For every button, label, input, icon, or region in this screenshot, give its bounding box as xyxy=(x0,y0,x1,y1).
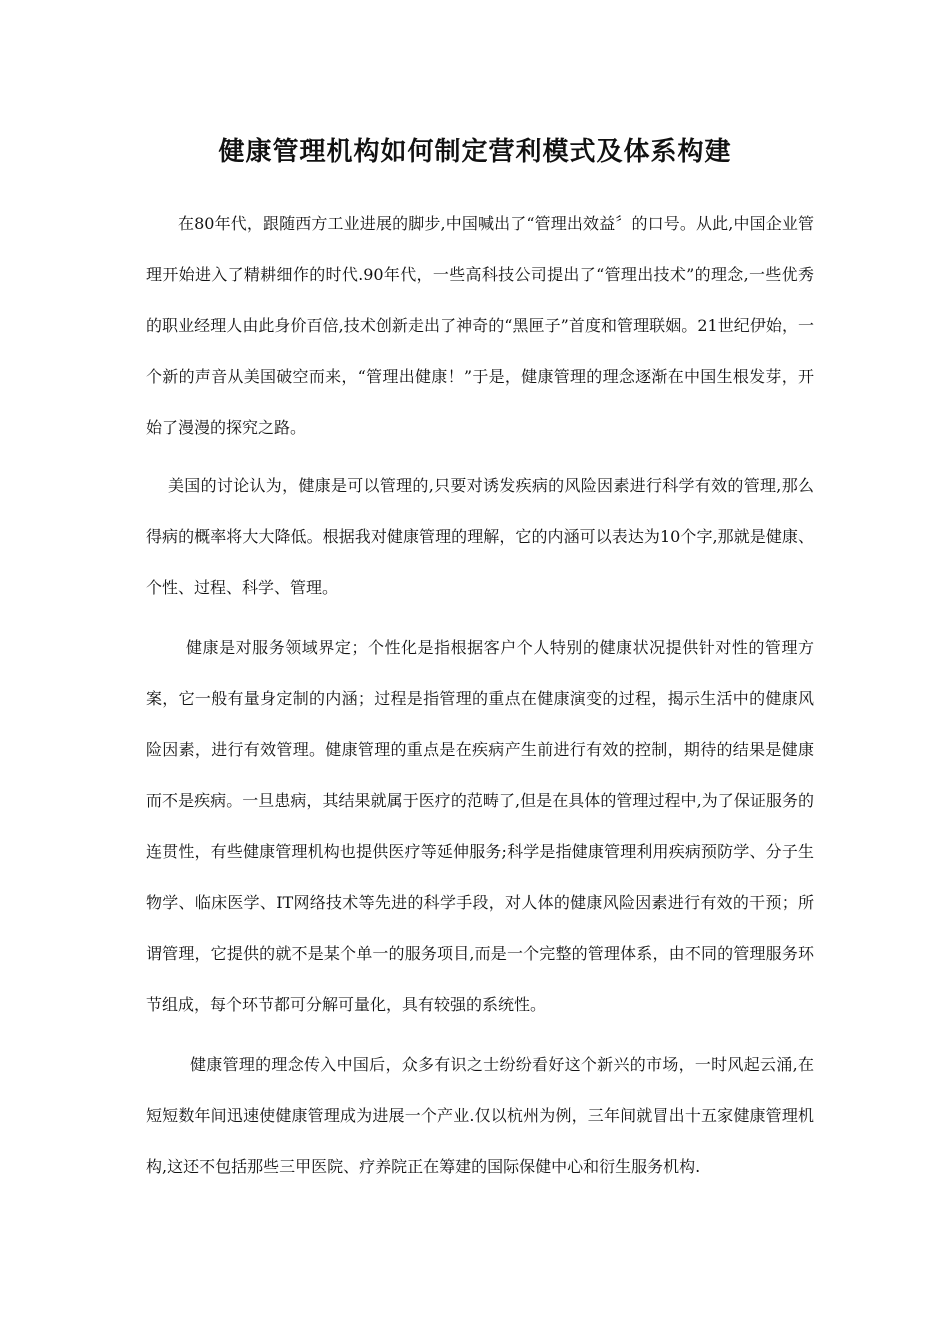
paragraph-1: 在80年代，跟随西方工业进展的脚步,中国喊出了“管理出效益〞的口号。从此,中国企业管理开始进入了精耕细作的时代.90年代，一些高科技公司提出了“管理出技术”的理念,一些优秀的职业经理人由此身价百倍,技术创新走出了神奇的“黑匣子”首度和管理联姻。21世纪伊始，一个新的声音从美国破空而来，“管理出健康！”于是，健康管理的理念逐渐在中国生根发芽，开始了漫漫的探究之路。 xyxy=(146,214,814,437)
paragraph-2: 美国的讨论认为，健康是可以管理的,只要对诱发疾病的风险因素进行科学有效的管理,那么得病的概率将大大降低。根据我对健康管理的理解，它的内涵可以表达为10个字,那就是健康、个性、过程、科学、管理。 xyxy=(146,476,814,597)
document-title: 健康管理机构如何制定营利模式及体系构建 xyxy=(218,137,732,167)
paragraph-3: 健康是对服务领域界定；个性化是指根据客户个人特别的健康状况提供针对性的管理方案，它一般有量身定制的内涵；过程是指管理的重点在健康演变的过程，揭示生活中的健康风险因素，进行有效管理。健康管理的重点是在疾病产生前进行有效的控制，期待的结果是健康而不是疾病。一旦患病，其结果就属于医疗的范畴了,但是在具体的管理过程中,为了保证服务的连贯性，有些健康管理机构也提供医疗等延伸服务;科学是指健康管理利用疾病预防学、分子生物学、临床医学、IT网络技术等先进的科学手段，对人体的健康风险因素进行有效的干预；所谓管理，它提供的就不是某个单一的服务项目,而是一个完整的管理体系，由不同的管理服务环节组成，每个环节都可分解可量化，具有较强的系统性。 xyxy=(146,638,814,1014)
paragraph-4: 健康管理的理念传入中国后，众多有识之士纷纷看好这个新兴的市场，一时风起云涌,在短短数年间迅速使健康管理成为进展一个产业.仅以杭州为例，三年间就冒出十五家健康管理机构,这还不包括那些三甲医院、疗养院正在筹建的国际保健中心和衍生服务机构. xyxy=(146,1055,814,1176)
